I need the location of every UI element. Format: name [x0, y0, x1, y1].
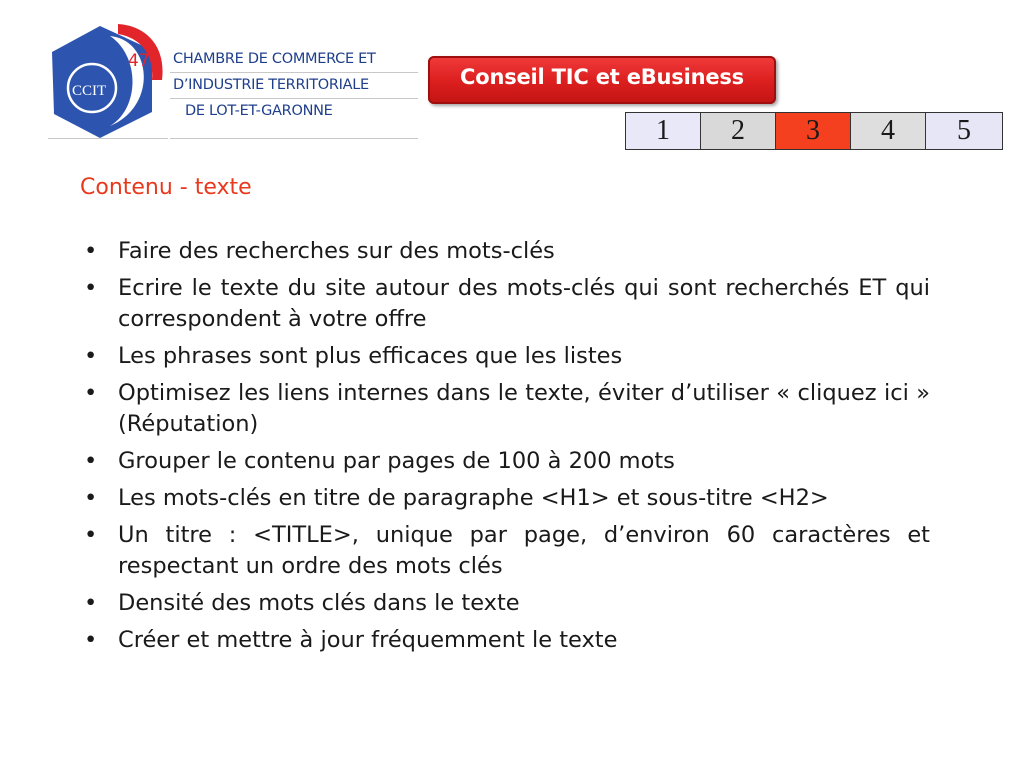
page-button-3[interactable]: 3: [776, 113, 851, 149]
list-item-text: Les mots-clés en titre de paragraphe <H1> et sous-titre <H2>: [118, 485, 829, 511]
logo-line-3: DE LOT-ET-GARONNE: [185, 103, 333, 119]
list-item: [80, 378, 930, 440]
logo-line-1: CHAMBRE DE COMMERCE ET: [173, 51, 376, 67]
list-item: [80, 588, 930, 619]
logo-wordmark: [173, 46, 418, 124]
list-item-text: Un titre : <TITLE>, unique par page, d’environ 60 caractères et respectant un ordre des mots clés: [118, 522, 930, 579]
list-item: [80, 483, 930, 514]
bullet-icon: •: [84, 238, 98, 264]
page-button-5[interactable]: 5: [926, 113, 1002, 149]
list-item-text: Grouper le contenu par pages de 100 à 200 mots: [118, 448, 675, 474]
list-item: [80, 446, 930, 477]
ccit-logo: [48, 22, 420, 140]
ccit-emblem-icon: [48, 22, 166, 140]
list-item: [80, 341, 930, 372]
bullet-icon: •: [84, 522, 98, 548]
list-item: [80, 236, 930, 267]
page-button-2[interactable]: 2: [701, 113, 776, 149]
list-item: [80, 625, 930, 656]
bullet-icon: •: [84, 380, 98, 406]
list-item-text: Densité des mots clés dans le texte: [118, 590, 520, 616]
list-item-text: Optimisez les liens internes dans le texte, éviter d’utiliser « cliquez ici » (Réputation): [118, 380, 930, 437]
section-title: Contenu - texte: [80, 175, 252, 200]
page-button-1[interactable]: 1: [626, 113, 701, 149]
logo-divider: [48, 138, 168, 139]
list-item-text: Créer et mettre à jour fréquemment le texte: [118, 627, 618, 653]
list-item-text: Faire des recherches sur des mots-clés: [118, 238, 555, 264]
banner-title: Conseil TIC et eBusiness: [460, 65, 744, 89]
bullet-icon: •: [84, 275, 98, 301]
bullet-list: [80, 236, 930, 662]
list-item-text: Les phrases sont plus efficaces que les listes: [118, 343, 623, 369]
logo-divider: [170, 138, 418, 139]
logo-line-2: D’INDUSTRIE TERRITORIALE: [173, 77, 369, 93]
conseil-banner: [428, 56, 776, 104]
page-button-4[interactable]: 4: [851, 113, 926, 149]
list-item: [80, 520, 930, 582]
list-item-text: Ecrire le texte du site autour des mots-clés qui sont recherchés ET qui correspondent à votre offre: [118, 275, 930, 332]
bullet-icon: •: [84, 590, 98, 616]
slide-pager: [625, 112, 1003, 150]
bullet-icon: •: [84, 343, 98, 369]
bullet-icon: •: [84, 448, 98, 474]
list-item: [80, 273, 930, 335]
logo-initials: CCIT: [72, 83, 107, 99]
bullet-icon: •: [84, 485, 98, 511]
bullet-icon: •: [84, 627, 98, 653]
logo-number: 47: [128, 51, 150, 71]
